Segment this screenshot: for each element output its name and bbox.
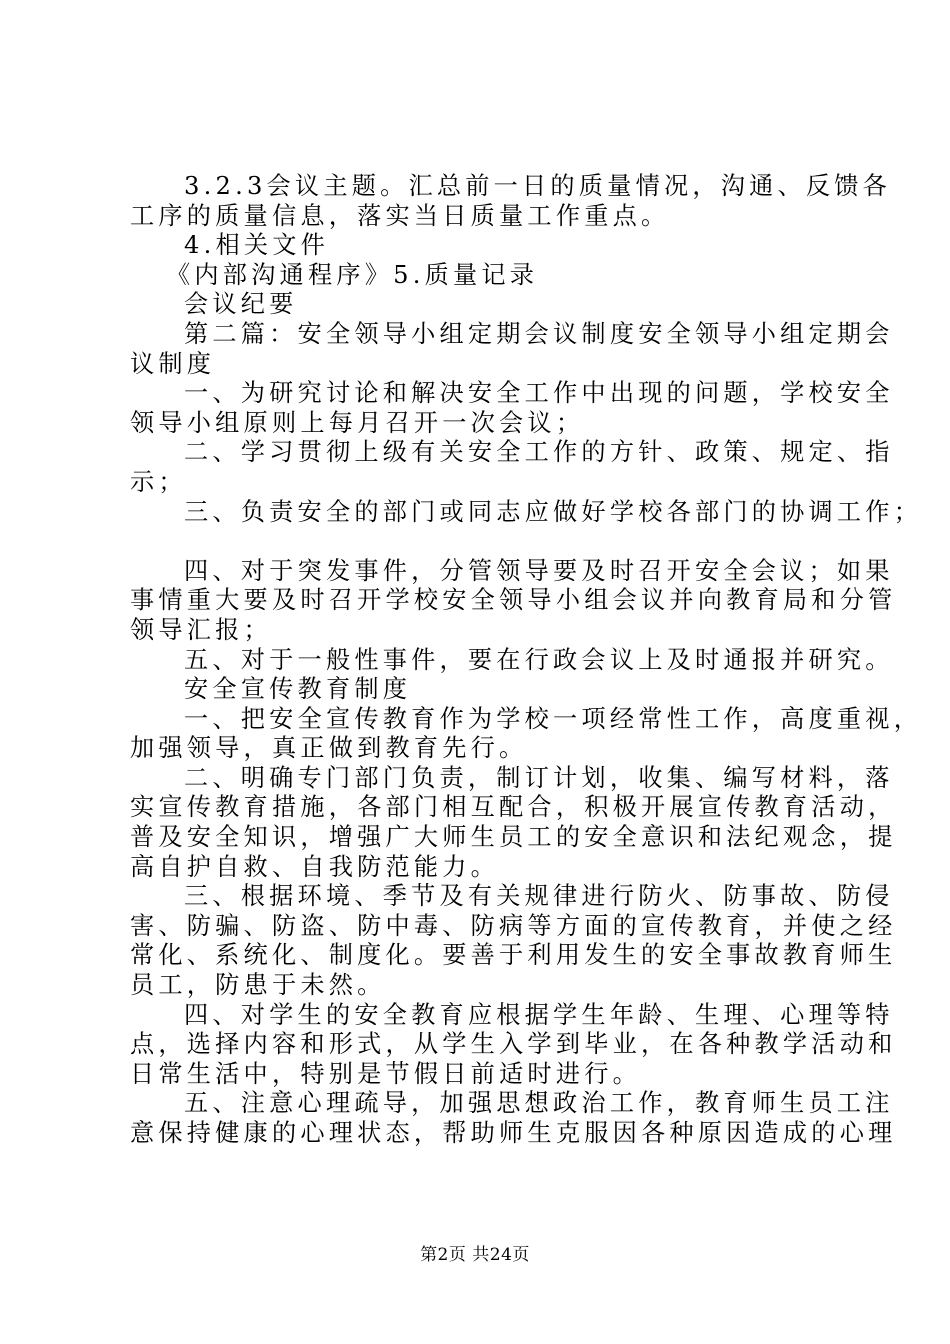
- paragraph-edu-four: [130, 1000, 897, 1090]
- text-line: 一、把安全宣传教育作为学校一项经常性工作，高度重视，: [184, 704, 923, 733]
- text-line: 员工，防患于未然。: [130, 971, 386, 1000]
- text-line: 领导小组原则上每月召开一次会议；: [130, 408, 585, 437]
- text-line: 示；: [130, 467, 187, 496]
- page-number-footer: 第2页 共24页: [420, 1245, 530, 1265]
- paragraph-item-four: [130, 556, 897, 646]
- text-line: 三、负责安全的部门或同志应做好学校各部门的协调工作；: [184, 497, 923, 526]
- text-line: 三、根据环境、季节及有关规律进行防火、防事故、防侵: [184, 882, 894, 911]
- paragraph-item-one: [130, 379, 894, 438]
- text-line: 议制度: [130, 349, 216, 378]
- text-line: 二、学习贯彻上级有关安全工作的方针、政策、规定、指: [184, 438, 894, 467]
- paragraph-edu-five: [130, 1089, 897, 1148]
- text-line: 害、防骗、防盗、防中毒、防病等方面的宣传教育，并使之经: [130, 911, 897, 940]
- text-line: 《内部沟通程序》5.质量记录: [166, 260, 539, 289]
- paragraph-edu-two: [130, 763, 897, 882]
- paragraph-minutes: [130, 290, 842, 320]
- section-title-part-two: [130, 319, 894, 379]
- paragraph-item-five: [130, 645, 894, 676]
- paragraph-item-two: [130, 438, 894, 497]
- text-line: 五、注意心理疏导，加强思想政治工作，教育师生员工注: [184, 1089, 894, 1118]
- text-line: 实宣传教育措施，各部门相互配合，积极开展宣传教育活动，: [130, 793, 897, 822]
- text-line: 高自护自救、自我防范能力。: [130, 852, 500, 881]
- paragraph-meeting-topic: [130, 172, 892, 231]
- text-line: 意保持健康的心理状态，帮助师生克服因各种原因造成的心理: [130, 1119, 897, 1147]
- text-line: 日常生活中，特别是节假日前适时进行。: [130, 1059, 641, 1088]
- text-line: 四、对学生的安全教育应根据学生年龄、生理、心理等特: [184, 1000, 894, 1029]
- text-line: 领导汇报；: [130, 615, 272, 644]
- text-line: 四、对于突发事件，分管领导要及时召开安全会议；如果: [184, 556, 894, 585]
- document-body: [130, 172, 923, 1149]
- paragraph-related-docs: [130, 261, 842, 291]
- paragraph-edu-three: [130, 882, 897, 1000]
- text-line: 第二篇：安全领导小组定期会议制度安全领导小组定期会: [184, 319, 894, 348]
- text-line: 工序的质量信息，落实当日质量工作重点。: [130, 201, 670, 230]
- text-line: 普及安全知识，增强广大师生员工的安全意识和法纪观念，提: [130, 823, 897, 852]
- text-line: 4.相关文件: [184, 231, 330, 260]
- text-line: 会议纪要: [184, 290, 298, 319]
- text-line: 一、为研究讨论和解决安全工作中出现的问题，学校安全: [184, 379, 894, 408]
- blank-line: [130, 527, 842, 557]
- text-line: 点，选择内容和形式，从学生入学到毕业，在各种教学活动和: [130, 1030, 897, 1059]
- text-line: 五、对于一般性事件，要在行政会议上及时通报并研究。: [184, 645, 894, 674]
- paragraph-related-docs-heading: [130, 231, 842, 261]
- text-line: 3.2.3会议主题。汇总前一日的质量情况，沟通、反馈各: [184, 172, 892, 200]
- text-line: 事情重大要及时召开学校安全领导小组会议并向教育局和分管: [130, 586, 897, 615]
- text-line: 常化、系统化、制度化。要善于利用发生的安全事故教育师生: [130, 941, 897, 970]
- text-line: 安全宣传教育制度: [184, 675, 412, 704]
- paragraph-item-three: [130, 497, 923, 528]
- text-line: 二、明确专门部门负责，制订计划，收集、编写材料，落: [184, 763, 894, 792]
- text-line: 加强领导，真正做到教育先行。: [130, 734, 528, 763]
- section-title-safety-education: [130, 675, 842, 705]
- paragraph-edu-one: [130, 704, 923, 764]
